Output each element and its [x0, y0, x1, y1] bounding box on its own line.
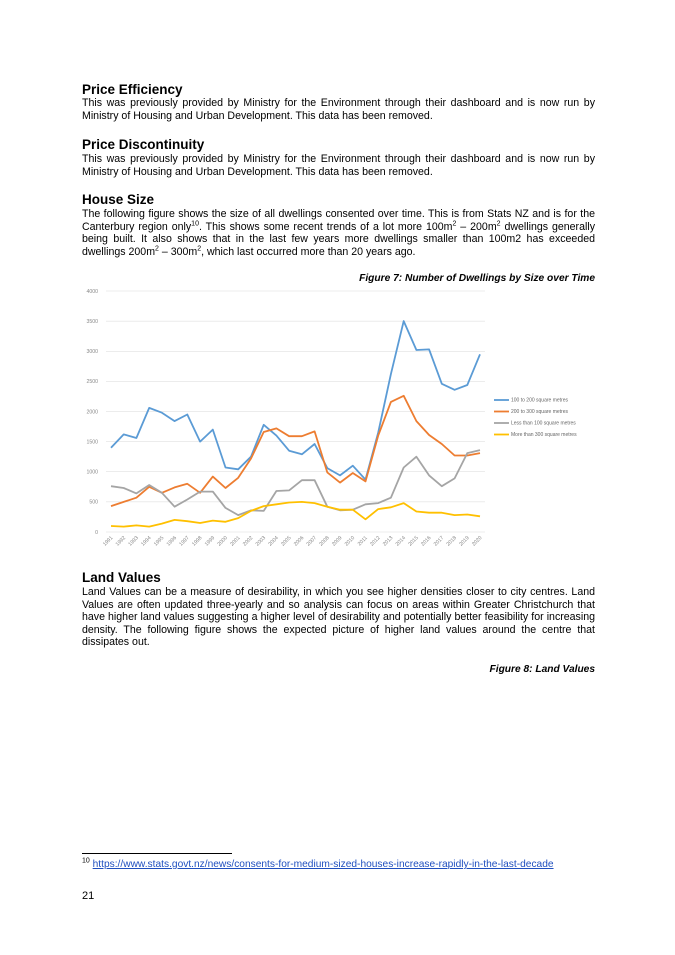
chart-legend [494, 398, 577, 439]
heading-price-efficiency: Price Efficiency [82, 82, 183, 97]
footnote-number: 10 [82, 857, 90, 865]
y-tick-label: 3000 [86, 349, 98, 356]
x-tick-label: 2002 [241, 535, 255, 548]
y-tick-label: 2500 [86, 379, 98, 386]
chart-gridlines [106, 291, 485, 532]
x-tick-label: 2020 [471, 535, 484, 548]
page-number: 21 [82, 890, 95, 902]
series-line-3 [111, 450, 480, 515]
house-size-text-5: – 300m [158, 245, 198, 258]
house-size-text-1: The following figure shows the size of all dwellings consented over time. This is from Stats NZ and is for the Canterbury region only [82, 208, 595, 233]
x-tick-label: 2001 [229, 535, 242, 548]
legend-label: More than 300 square metres [511, 432, 577, 439]
footnote-ref: 10 [191, 220, 199, 228]
y-tick-label: 1500 [86, 439, 98, 446]
y-tick-label: 2000 [86, 409, 98, 416]
x-tick-label: 1991 [102, 535, 115, 548]
x-tick-label: 2018 [445, 535, 458, 548]
superscript-2a: 2 [452, 220, 457, 228]
heading-house-size: House Size [82, 192, 155, 207]
legend-label: Less than 100 square metres [511, 420, 576, 427]
x-tick-label: 2003 [254, 535, 268, 548]
legend-label: 200 to 300 square metres [511, 409, 568, 416]
superscript-2d: 2 [197, 245, 202, 253]
heading-price-discontinuity: Price Discontinuity [82, 137, 205, 152]
x-tick-label: 2012 [369, 535, 382, 548]
x-tick-label: 2017 [432, 535, 446, 548]
footnote-link[interactable]: https://www.stats.govt.nz/news/consents-for-medium-sized-houses-increase-rapidly-in-the-last-decade [92, 859, 554, 870]
y-tick-label: 4000 [86, 288, 98, 295]
superscript-2c: 2 [155, 245, 159, 253]
y-tick-label: 1000 [86, 469, 98, 476]
house-size-text-2: . This shows some recent trends of a lot more 100m [198, 220, 453, 233]
chart-y-ticks [86, 289, 98, 536]
superscript-2b: 2 [496, 220, 501, 228]
x-tick-label: 1993 [127, 535, 140, 548]
house-size-text-6: , which last occurred more than 20 years ago. [201, 245, 416, 258]
x-tick-label: 1999 [203, 535, 217, 548]
paragraph-price-discontinuity: This was previously provided by Ministry for the Environment through their dashboard and is now run by Ministry of Housing and Urban Development. This data has been removed. [82, 153, 595, 178]
series-line-2 [111, 396, 480, 506]
paragraph-land-values: Land Values can be a measure of desirability, in which you see higher densities closer to city centres. Land Values are often updated three-yearly and so analysis can focus on areas within Greater Christchurch that have higher land values suggesting a higher level of desirability and potentially better feasibility for increasing density. The following figure shows the expected picture of higher land values around the centre that dissipates out. [82, 586, 595, 649]
x-tick-label: 2008 [318, 535, 331, 548]
x-tick-label: 1996 [165, 535, 179, 548]
y-tick-label: 500 [89, 499, 98, 506]
paragraph-price-efficiency: This was previously provided by Ministry for the Environment through their dashboard and is now run by Ministry of Housing and Urban Development. This data has been removed. [82, 97, 595, 122]
footnote-divider [82, 853, 232, 854]
y-tick-label: 3500 [86, 318, 98, 325]
x-tick-label: 2013 [381, 535, 395, 548]
x-tick-label: 2005 [280, 535, 293, 548]
legend-label: 100 to 200 square metres [511, 397, 568, 404]
series-line-4 [111, 502, 480, 527]
paragraph-house-size [82, 208, 595, 258]
x-tick-label: 2011 [356, 535, 369, 548]
x-tick-label: 2015 [407, 535, 420, 548]
x-tick-label: 2009 [331, 535, 344, 548]
heading-land-values: Land Values [82, 570, 161, 585]
series-line-1 [111, 321, 480, 480]
chart-x-ticks [102, 535, 483, 547]
x-tick-label: 2014 [394, 535, 408, 548]
figure-7-caption: Figure 7: Number of Dwellings by Size over Time [359, 273, 595, 284]
footnote [82, 859, 554, 870]
x-tick-label: 1995 [152, 535, 166, 548]
dwellings-line-chart [70, 282, 600, 552]
house-size-text-4: dwellings generally being built. It also shows that in the last few years more dwellings smaller than 100m2 has exceeded dwellings 200m [82, 220, 595, 258]
x-tick-label: 2016 [420, 535, 433, 548]
x-tick-label: 1992 [114, 535, 128, 548]
figure-8-caption: Figure 8: Land Values [489, 664, 595, 675]
x-tick-label: 1994 [140, 535, 153, 548]
x-tick-label: 1998 [191, 535, 204, 548]
x-tick-label: 2000 [216, 535, 229, 548]
x-tick-label: 1997 [178, 535, 191, 548]
x-tick-label: 2004 [267, 535, 280, 548]
chart-series [111, 321, 480, 526]
x-tick-label: 2019 [458, 535, 471, 548]
x-tick-label: 2010 [343, 535, 357, 548]
x-tick-label: 2006 [292, 535, 306, 548]
y-tick-label: 0 [95, 529, 98, 536]
house-size-text-3: – 200m [456, 220, 497, 233]
x-tick-label: 2007 [305, 535, 319, 548]
